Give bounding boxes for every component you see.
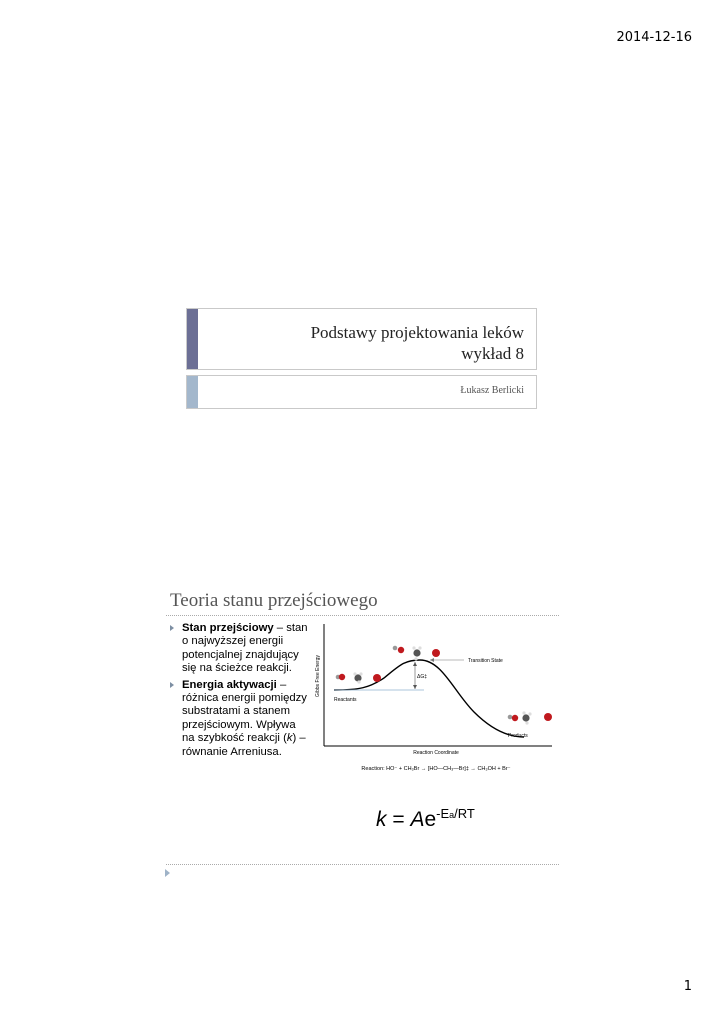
products-label: Products (508, 733, 528, 739)
title-slide-title (311, 322, 524, 364)
slide2-title: Teoria stanu przejściowego (170, 590, 378, 611)
transition-state-molecule (393, 646, 440, 661)
formula-exp-minus: -E (436, 806, 450, 821)
slide2-title-divider (166, 615, 559, 616)
title-accent-bar (187, 309, 198, 369)
delta-g-arrowhead-up (413, 662, 417, 666)
transition-state-pointer-head (430, 658, 434, 662)
bullet1-text: – stan o najwyższej energii potencjalnej znajdujący się na ścieżce reakcji. (182, 622, 308, 675)
arrhenius-equation (376, 808, 475, 832)
bullet2-text-a: – różnica energii pomiędzy substratami a stanem przejściowym. Wpływa na szybkość reakcji ( (182, 678, 307, 745)
product-molecules (508, 711, 552, 724)
bullet-arrow-icon (170, 682, 174, 688)
delta-g-label: ΔG‡ (417, 674, 428, 680)
delta-g-arrowhead-down (413, 685, 417, 689)
reaction-equation: Reaction: HO⁻ + CH₃Br → [HO—CH₃—Br]‡ → CH₃OH + Br⁻ (361, 766, 511, 772)
reactant-molecules (336, 672, 381, 683)
bullet2-term: Energia aktywacji (182, 678, 277, 691)
formula-e: e (424, 808, 437, 831)
diagram-y-label: Gibbs Free Energy (315, 655, 321, 697)
energy-diagram (314, 622, 558, 782)
reaction-energy-curve (334, 660, 524, 737)
title-line-1: Podstawy projektowania leków (310, 323, 524, 342)
formula-k: k (376, 808, 387, 831)
formula-A: A (410, 808, 425, 831)
title-slide-author-box (186, 375, 537, 409)
bullet-arrow-icon (170, 625, 174, 631)
formula-eq: = (386, 808, 411, 831)
bullet2-k: k (286, 732, 293, 745)
reactants-label: Reactants (334, 697, 357, 703)
formula-exp-sub: a (449, 810, 455, 820)
transition-state-label: Transition State (468, 658, 503, 664)
bullet1-term: Stan przejściowy (182, 622, 274, 634)
formula-exp-rest: /RT (454, 806, 475, 821)
slide2-bottom-divider (166, 864, 559, 865)
bullet-activation-energy (168, 679, 308, 759)
slide-nav-arrow-icon (165, 869, 170, 877)
page-number: 1 (683, 979, 692, 994)
header-date: 2014-12-16 (616, 30, 692, 45)
diagram-x-label: Reaction Coordinate (413, 750, 459, 756)
title-line-2: wykład 8 (461, 344, 524, 363)
formula-exponent (436, 806, 475, 821)
slide2-bullet-list (168, 622, 308, 762)
bullet2-text-b: ) – równanie Arreniusa. (182, 732, 306, 758)
author-name: Łukasz Berlicki (460, 385, 524, 396)
title-slide-title-box (186, 308, 537, 370)
bullet-transition-state (168, 622, 308, 676)
author-accent-bar (187, 376, 198, 408)
